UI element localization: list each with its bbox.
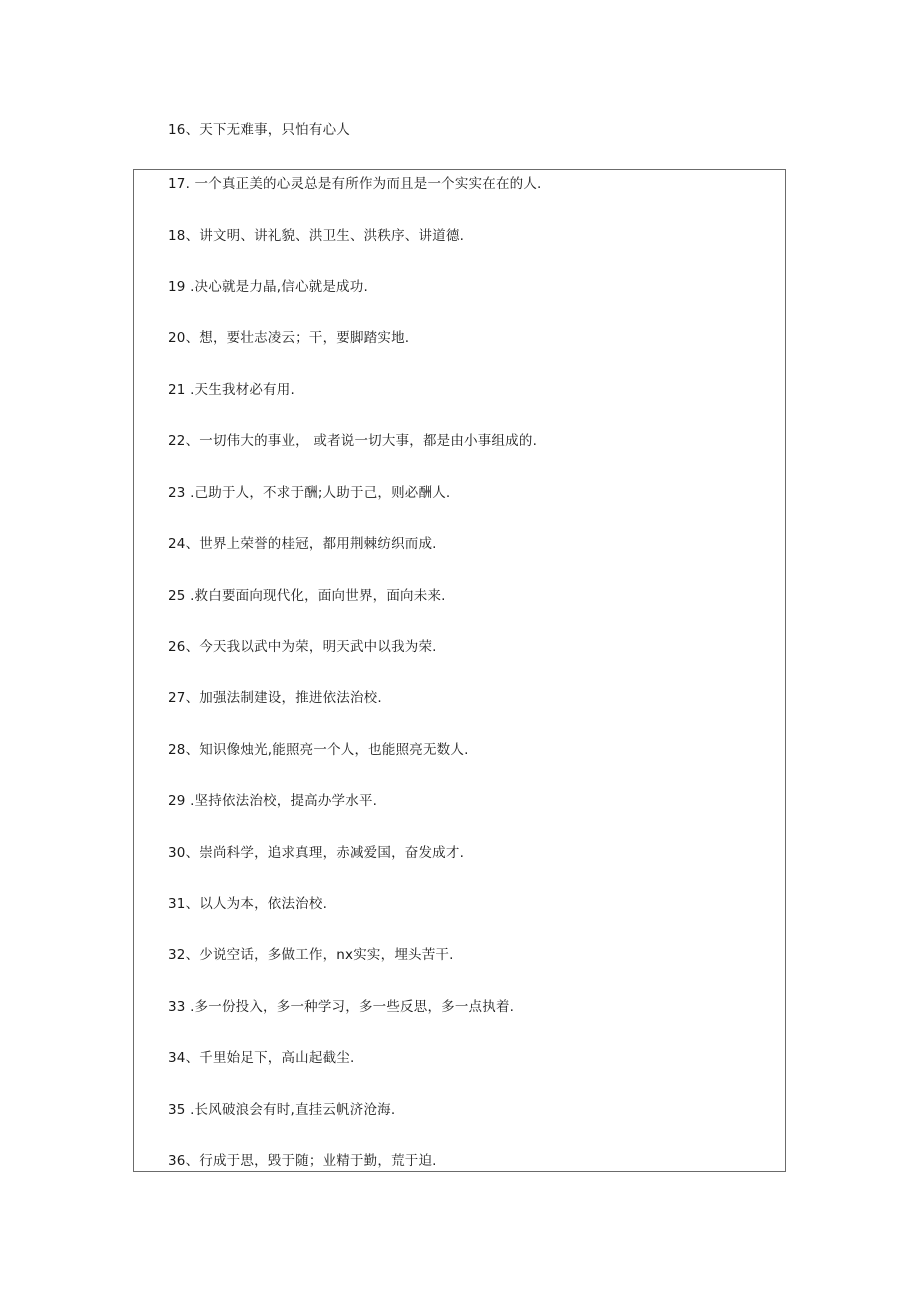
slogan-line-34: 34、千里始足下，高山起截尘. [168,1050,355,1066]
slogan-line-25: 25 .救白要面向现代化，面向世界，面向未来. [168,588,446,604]
slogan-line-27: 27、加强法制建设，推进依法治校. [168,690,382,706]
slogan-line-30: 30、崇尚科学，追求真理，赤减爱国，奋发成才. [168,845,465,861]
slogan-line-36: 36、行成于思，毁于随；业精于勤，荒于迫. [168,1153,437,1169]
slogan-line-35: 35 .长风破浪会有时,直挂云帆济沧海. [168,1102,396,1118]
slogan-line-18: 18、讲文明、讲礼貌、洪卫生、洪秩序、讲道德. [168,228,465,244]
slogan-line-21: 21 .天生我材必有用. [168,382,295,398]
slogan-line-16: 16、天下无难事，只怕有心人 [168,122,350,138]
slogan-line-22: 22、一切伟大的事业， 或者说一切大事，都是由小事组成的. [168,433,538,449]
slogan-line-26: 26、今天我以武中为荣，明天武中以我为荣. [168,639,437,655]
slogan-line-33: 33 .多一份投入，多一种学习，多一些反思，多一点执着. [168,999,515,1015]
slogan-line-29: 29 .坚持依法治校，提高办学水平. [168,793,378,809]
slogan-line-32: 32、少说空话，多做工作，nx实实，埋头苦干. [168,947,454,963]
slogan-line-31: 31、以人为本，依法治校. [168,896,328,912]
slogan-line-28: 28、知识像烛光,能照亮一个人，也能照亮无数人. [168,742,469,758]
slogan-line-17: 17. 一个真正美的心灵总是有所作为而且是一个实实在在的人. [168,176,542,192]
slogan-table-border [133,169,786,1172]
slogan-line-24: 24、世界上荣誉的桂冠，都用荆棘纺织而成. [168,536,437,552]
slogan-line-20: 20、想，要壮志凌云；干，要脚踏实地. [168,330,410,346]
slogan-line-23: 23 .己助于人，不求于酬;人助于己，则必酬人. [168,485,451,501]
slogan-line-19: 19 .决心就是力晶,信心就是成功. [168,279,368,295]
